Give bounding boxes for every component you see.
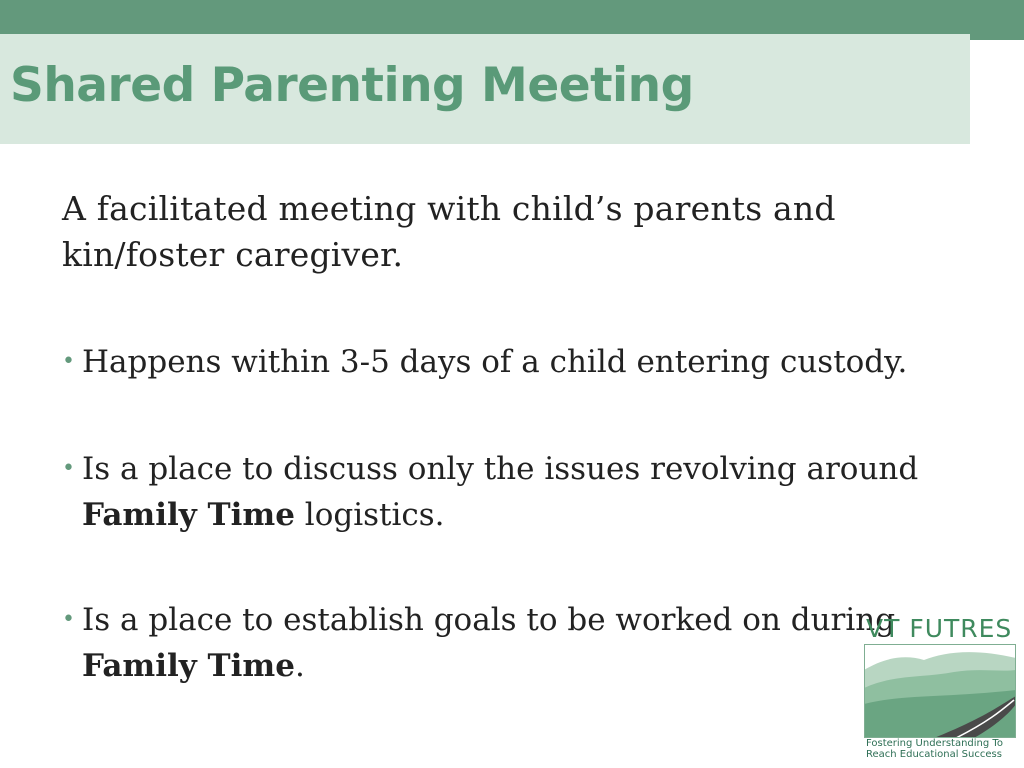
bullet-text: Happens within 3-5 days of a child entering custody. bbox=[82, 344, 908, 380]
logo-tagline-line: Fostering Understanding To bbox=[866, 738, 1003, 749]
intro-text: A facilitated meeting with child’s parents and kin/foster caregiver. bbox=[62, 189, 836, 274]
bullet-item bbox=[62, 339, 962, 385]
bullet-text-end: logistics. bbox=[294, 497, 445, 533]
slide-content bbox=[62, 186, 962, 689]
bullet-icon: • bbox=[62, 349, 75, 374]
slide-title: Shared Parenting Meeting bbox=[10, 58, 694, 113]
bullet-item bbox=[62, 446, 962, 538]
bullet-text: Is a place to establish goals to be worked on during bbox=[82, 602, 896, 638]
logo-tagline-line: Reach Educational Success bbox=[866, 749, 1002, 760]
bullet-bold-text: Family Time bbox=[82, 497, 295, 533]
bullet-bold-text: Family Time bbox=[82, 648, 295, 684]
bullet-icon: • bbox=[62, 607, 75, 632]
bullet-icon: • bbox=[62, 456, 75, 481]
mountain-road-icon bbox=[864, 644, 1016, 738]
bullet-list bbox=[62, 339, 962, 689]
logo-tagline bbox=[866, 738, 1018, 760]
bullet-text: Is a place to discuss only the issues revolving around bbox=[82, 451, 919, 487]
logo-wordmark: VT FUTRES bbox=[866, 614, 1013, 643]
bullet-item bbox=[62, 597, 962, 689]
bullet-text-end: . bbox=[294, 648, 305, 684]
vt-futres-logo bbox=[862, 614, 1018, 764]
